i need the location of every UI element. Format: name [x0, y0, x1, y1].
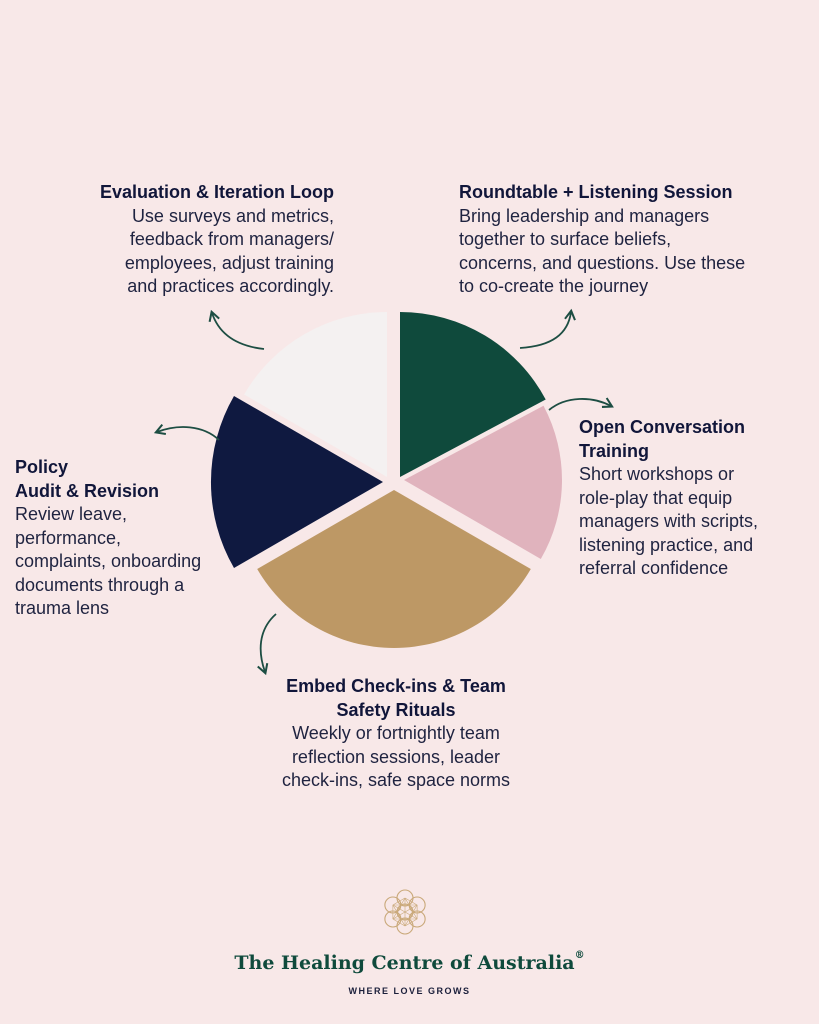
arrow-evaluation: [212, 313, 264, 349]
step-open-conversation: [579, 416, 814, 581]
step-open-conversation-line-4: listening practice, and: [579, 534, 754, 555]
arrow-roundtable: [520, 312, 571, 348]
step-embed-line-1: Weekly or fortnightly team: [292, 723, 500, 743]
step-open-conversation-line-3: managers with scripts,: [579, 511, 759, 531]
step-roundtable-line-4: to co-create the journey: [459, 276, 649, 296]
arrow-policy: [157, 427, 219, 440]
step-policy-line-2: performance,: [15, 527, 122, 548]
step-open-conversation-line-5: referral confidence: [579, 558, 729, 578]
step-policy-line-3: complaints, onboarding: [15, 551, 202, 571]
step-embed-title-line-2: Safety Rituals: [336, 699, 456, 720]
brand-tagline: WHERE LOVE GROWS: [348, 986, 471, 996]
step-embed-line-2: reflection sessions, leader: [291, 746, 501, 767]
brand-name: [0, 952, 819, 974]
step-evaluation: [40, 181, 334, 299]
step-open-conversation-line-2: role-play that equip: [579, 487, 733, 508]
step-evaluation-line-1: Use surveys and metrics,: [131, 205, 334, 226]
step-roundtable-line-2: together to surface beliefs,: [459, 229, 672, 249]
step-embed: [236, 675, 556, 793]
step-embed-title-line-1: Embed Check-ins & Team: [286, 676, 506, 696]
step-policy-title-line-2: Audit & Revision: [15, 480, 160, 501]
step-embed-line-3: check-ins, safe space norms: [281, 770, 511, 790]
step-policy: [15, 456, 245, 621]
step-open-conversation-line-1: Short workshops or: [579, 464, 735, 484]
step-roundtable-line-1: Bring leadership and managers: [459, 205, 710, 226]
step-policy-title-line-1: Policy: [15, 457, 69, 477]
step-roundtable: [459, 181, 799, 299]
arrow-open-conversation: [549, 399, 611, 410]
step-evaluation-line-4: and practices accordingly.: [127, 276, 334, 296]
step-evaluation-line-2: feedback from managers/: [129, 229, 334, 249]
registered-mark: ®: [574, 950, 585, 961]
step-policy-line-5: trauma lens: [15, 598, 110, 618]
step-open-conversation-title-line-2: Training: [579, 440, 650, 461]
step-policy-line-4: documents through a: [15, 574, 185, 595]
step-roundtable-line-3: concerns, and questions. Use these: [459, 252, 746, 273]
step-evaluation-line-3: employees, adjust training: [124, 252, 334, 273]
metatron-cube-icon: [385, 890, 425, 934]
brand-name-text: The Healing Centre of Australia: [234, 952, 575, 974]
arrow-embed: [261, 614, 276, 672]
step-evaluation-title: Evaluation & Iteration Loop: [99, 182, 334, 202]
step-roundtable-title: Roundtable + Listening Session: [459, 182, 733, 202]
step-policy-line-1: Review leave,: [15, 504, 128, 524]
step-open-conversation-title-line-1: Open Conversation: [579, 417, 746, 437]
